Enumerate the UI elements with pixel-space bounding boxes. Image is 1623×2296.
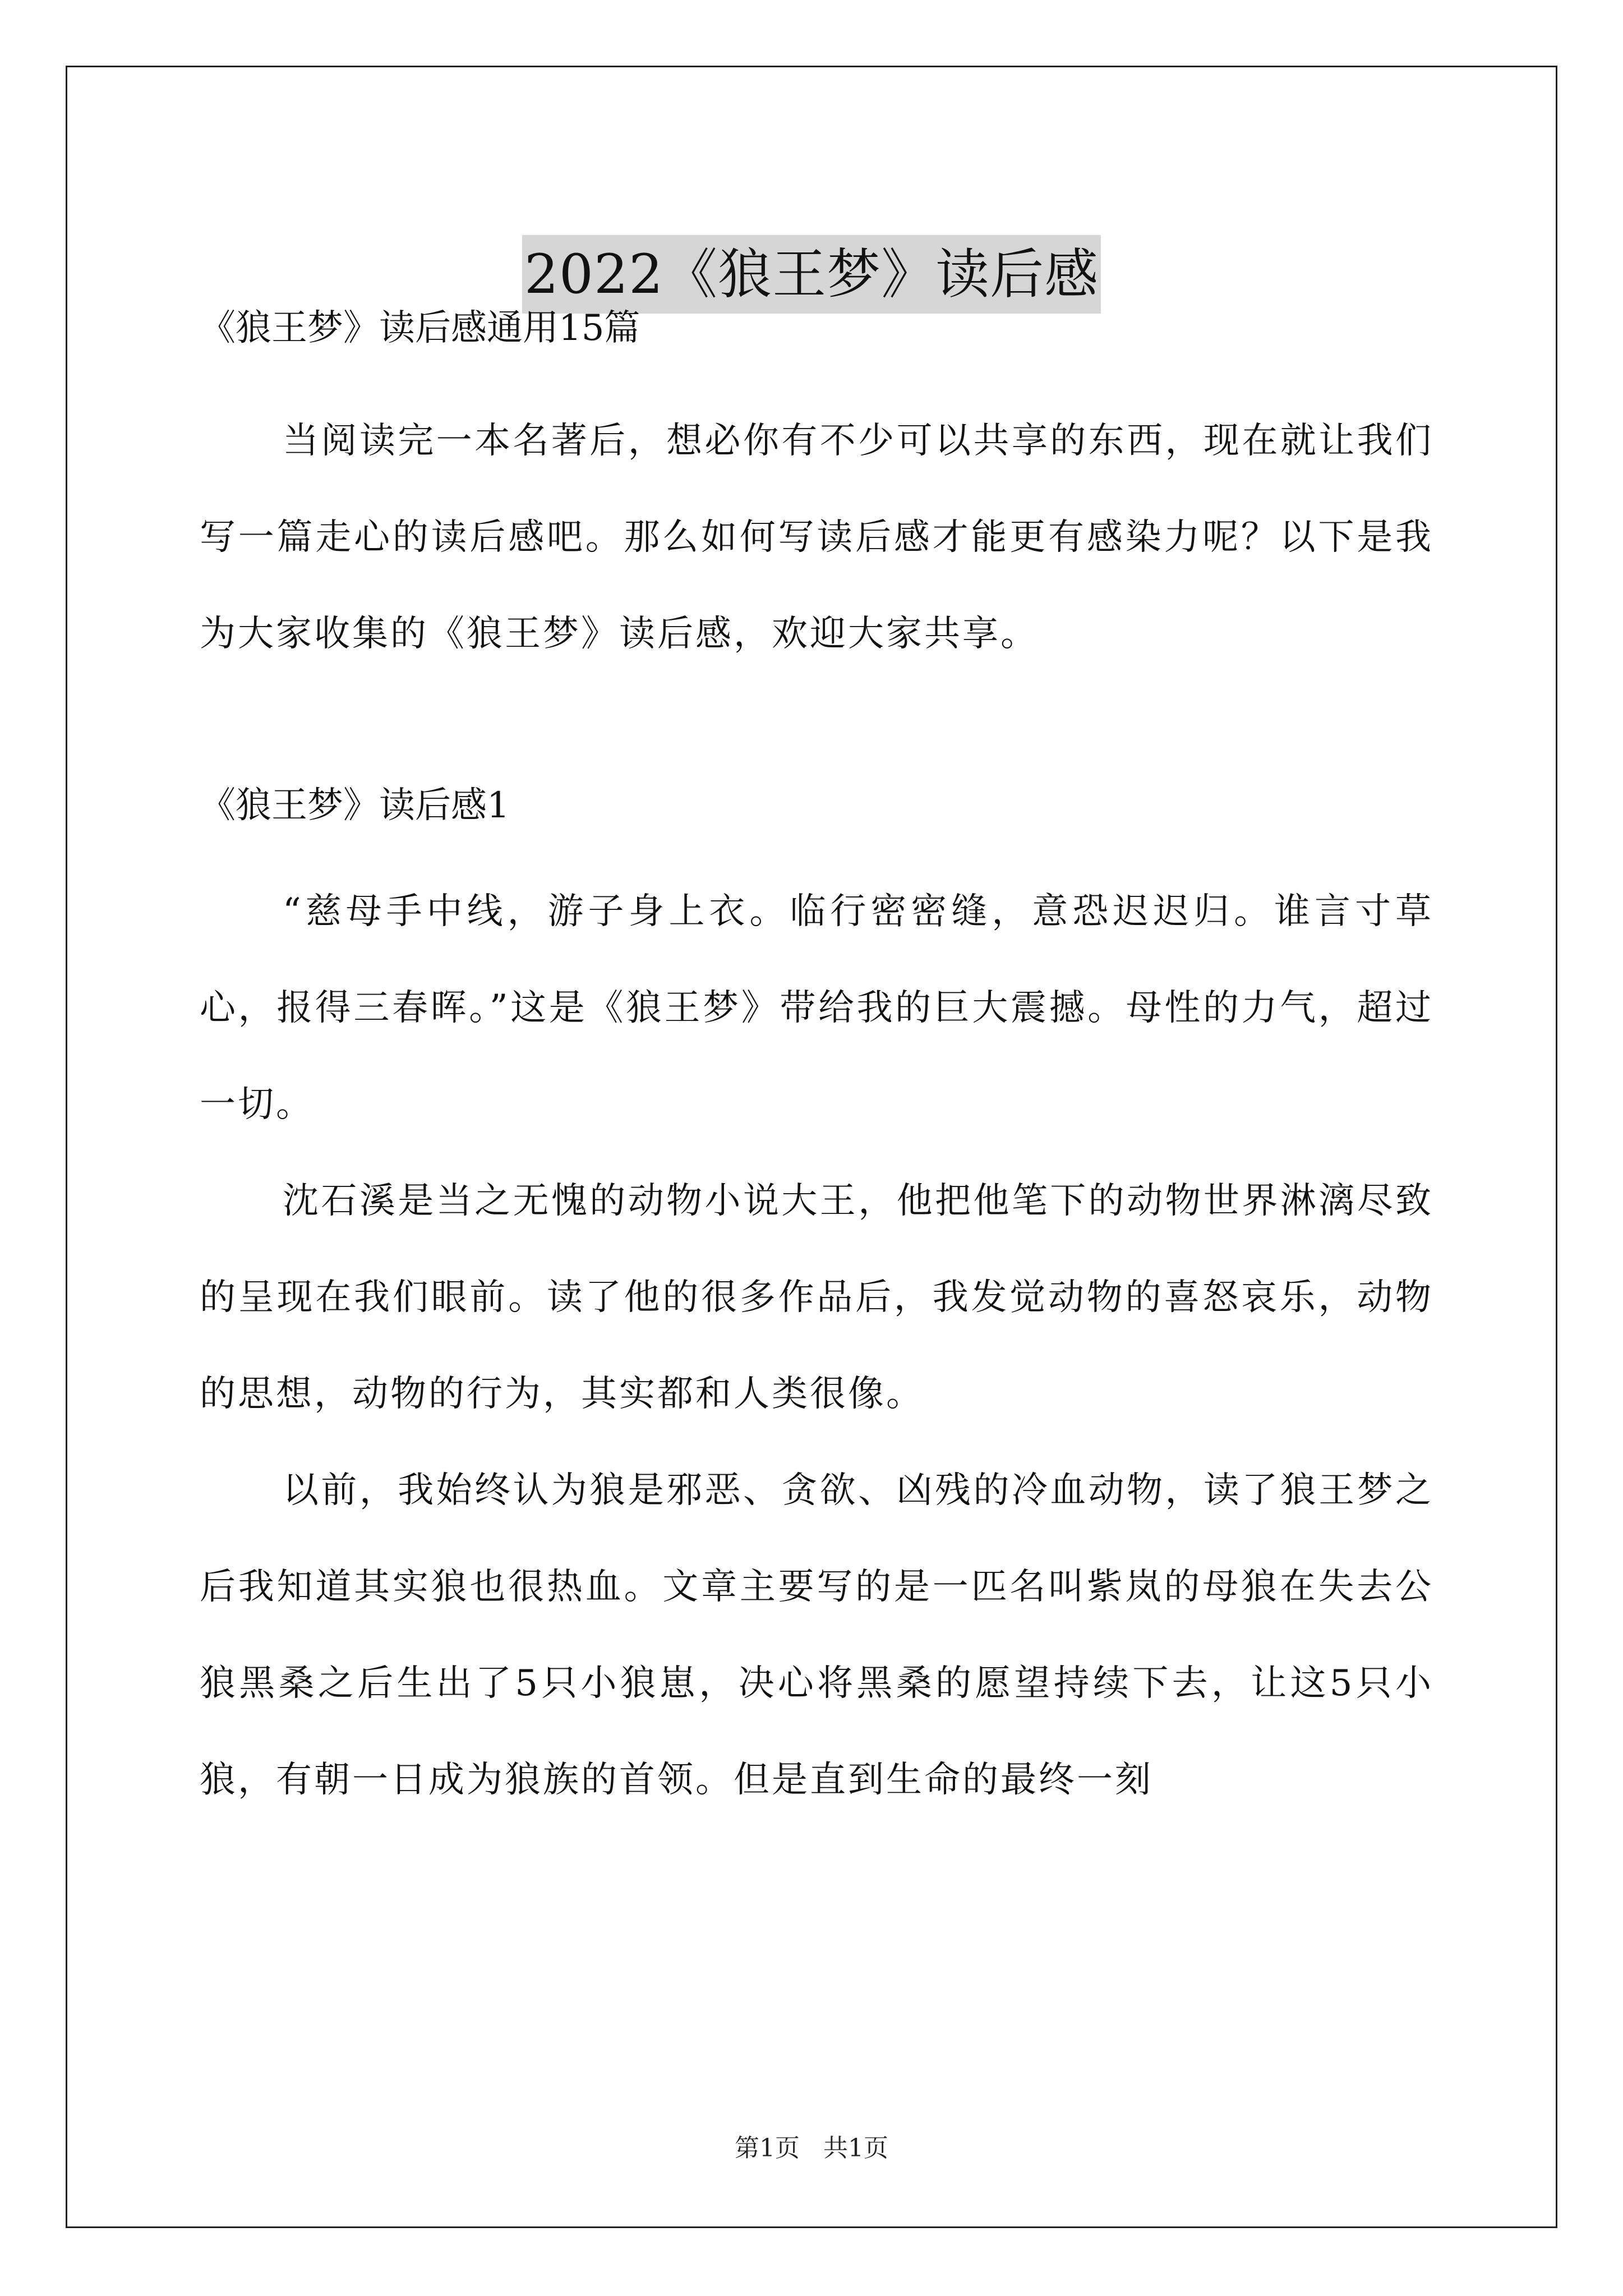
body-paragraph: “慈母手中线，游子身上衣。临行密密缝，意恐迟迟归。谁言寸草心，报得三春晖。”这是《狼王梦》带给我的巨大震撼。母性的力气，超过一切。 [200,891,1433,1125]
body-paragraph: 沈石溪是当之无愧的动物小说大王，他把他笔下的动物世界淋漓尽致的呈现在我们眼前。读了他的很多作品后，我发觉动物的喜怒哀乐，动物的思想，动物的行为，其实都和人类很像。 [200,1180,1433,1415]
body-paragraph: 以前，我始终认为狼是邪恶、贪欲、凶残的冷血动物，读了狼王梦之后我知道其实狼也很热血。文章主要写的是一匹名叫紫岚的母狼在失去公狼黑桑之后生出了5只小狼崽，决心将黑桑的愿望持续下去，让这5只小狼，有朝一日成为狼族的首领。但是直到生命的最终一刻 [200,1470,1433,1801]
document-subtitle: 《狼王梦》读后感通用15篇 [200,307,640,349]
document-body [200,303,1433,1828]
page-number: 第1页 [735,2134,800,2162]
intro-paragraph: 当阅读完一本名著后，想必你有不少可以共享的东西，现在就让我们写一篇走心的读后感吧。那么如何写读后感才能更有感染力呢？以下是我为大家收集的《狼王梦》读后感，欢迎大家共享。 [200,420,1433,655]
page-footer [0,2132,1623,2165]
section-heading: 《狼王梦》读后感1 [200,785,510,826]
page-total: 共1页 [823,2134,888,2162]
document-title: 2022《狼王梦》读后感 [522,235,1101,314]
